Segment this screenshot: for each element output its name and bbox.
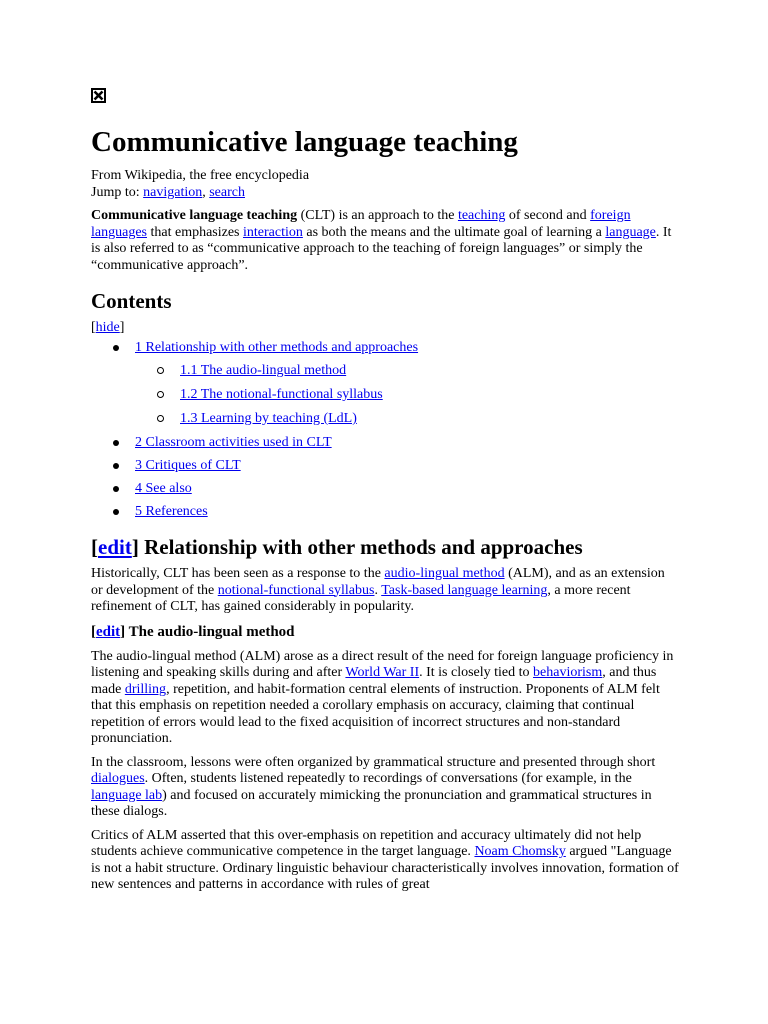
edit-link[interactable]: edit xyxy=(98,535,132,559)
edit-link[interactable]: edit xyxy=(96,623,121,640)
body-text: argued "Language is not a habit structure. Ordinary linguistic behaviour characteristically involves innovation, formation of new sentences and patterns in accordance with rules of great xyxy=(91,844,679,892)
toc-link[interactable]: 5 References xyxy=(135,504,208,519)
toc-link[interactable]: 1.2 The notional-functional syllabus xyxy=(180,387,383,402)
section-title: Relationship with other methods and approaches xyxy=(144,535,583,559)
toc-hide-control xyxy=(91,320,679,336)
drilling-link[interactable]: drilling xyxy=(124,681,167,697)
toc-hide-link[interactable]: hide xyxy=(95,320,120,335)
intro-text: of second and xyxy=(505,208,591,223)
toc-item-4 xyxy=(91,481,679,497)
intro-text: as both the means and the ultimate goal of learning a xyxy=(302,224,606,240)
article-content xyxy=(91,88,679,901)
bracket: ] xyxy=(131,535,145,559)
body-text: , and thus made xyxy=(91,665,657,697)
audio-lingual-paragraph-1 xyxy=(91,649,679,748)
toc-link[interactable]: 1 Relationship with other methods and approaches xyxy=(135,340,419,355)
body-text: (ALM), and as an extension or development of the xyxy=(91,566,665,598)
body-text: . It is closely tied to xyxy=(419,665,534,680)
intro-paragraph xyxy=(91,208,679,274)
contents-heading: Contents xyxy=(91,289,172,313)
audio-lingual-method-link[interactable]: audio-lingual method xyxy=(384,566,505,581)
dialogues-link[interactable]: dialogues xyxy=(91,771,145,786)
intro-text: that emphasizes xyxy=(146,224,244,240)
section-heading-relationship xyxy=(91,534,679,560)
jump-search-link[interactable]: search xyxy=(209,185,245,200)
table-of-contents xyxy=(91,340,679,520)
body-text: . Often, students listened repeatedly to recordings of conversations (for example, in the xyxy=(144,771,632,786)
bracket: [ xyxy=(91,535,98,559)
toc-link[interactable]: 4 See also xyxy=(135,481,192,496)
teaching-link[interactable]: teaching xyxy=(457,208,506,223)
jump-prefix: Jump to: xyxy=(91,185,144,200)
jump-navigation-link[interactable]: navigation xyxy=(143,185,203,200)
language-lab-link[interactable]: language lab xyxy=(91,787,163,803)
intro-text: (CLT) is an approach to the xyxy=(297,208,458,223)
bracket: [ xyxy=(91,320,96,335)
bracket: [ xyxy=(91,623,96,640)
toc-item-5 xyxy=(91,504,679,520)
from-line: From Wikipedia, the free encyclopedia xyxy=(91,168,310,183)
intro-text: . It is also referred to as “communicative approach to the teaching of foreign languages” or simply the “communicative approach”. xyxy=(91,224,672,273)
world-war-ii-link[interactable]: World War II xyxy=(345,665,420,680)
x-mark-icon xyxy=(93,90,104,101)
toc-link[interactable]: 3 Critiques of CLT xyxy=(135,458,241,473)
body-text: In the classroom, lessons were often organized by grammatical structure and presented through short xyxy=(91,754,656,770)
body-text: Historically, CLT has been seen as a response to the xyxy=(91,566,385,581)
page-title: Communicative language teaching xyxy=(91,126,518,158)
audio-lingual-paragraph-3 xyxy=(91,828,679,894)
intro-bold-term: Communicative language teaching xyxy=(91,208,298,223)
bracket: ] xyxy=(119,320,125,335)
relationship-paragraph xyxy=(91,566,679,616)
subsection-title: The audio-lingual method xyxy=(128,623,295,640)
toc-item-1-2 xyxy=(91,387,679,403)
toc-link[interactable]: 1.3 Learning by teaching (LdL) xyxy=(180,411,357,426)
language-link[interactable]: language xyxy=(605,224,656,240)
body-text: , repetition, and habit-formation central elements of instruction. Proponents of ALM felt that this emphasis on repetition needed a corollary emphasis on accuracy, claiming that continual repetition of errors would lead to the fixed acquisition of incorrect structures and non-standard pronunciation. xyxy=(91,681,660,746)
subsection-heading-audio-lingual xyxy=(91,623,679,641)
body-text: The audio-lingual method (ALM) arose as a direct result of the need for foreign language proficiency in listening and speaking skills during and after xyxy=(91,648,674,680)
body-text: , a more recent refinement of CLT, has gained considerably in popularity. xyxy=(91,582,631,614)
toc-link[interactable]: 1.1 The audio-lingual method xyxy=(180,363,347,378)
foreign-languages-link[interactable]: foreign languages xyxy=(91,208,631,240)
body-text: ) and focused on accurately mimicking the pronunciation and grammatical structures in these dialogs. xyxy=(91,787,652,819)
jump-to-line xyxy=(91,184,679,201)
toc-link[interactable]: 2 Classroom activities used in CLT xyxy=(135,435,332,450)
audio-lingual-paragraph-2 xyxy=(91,755,679,821)
bracket: ] xyxy=(120,623,129,640)
body-text: . xyxy=(374,582,382,598)
toc-item-1-3 xyxy=(91,411,679,427)
interaction-link[interactable]: interaction xyxy=(243,224,303,240)
close-icon[interactable] xyxy=(91,88,106,103)
task-based-language-learning-link[interactable]: Task-based language learning xyxy=(381,582,548,598)
notional-functional-syllabus-link[interactable]: notional-functional syllabus xyxy=(217,582,375,598)
body-text: Critics of ALM asserted that this over-emphasis on repetition and accuracy ultimately did not help students achieve communicative competence in the target language. xyxy=(91,827,642,859)
toc-item-3 xyxy=(91,458,679,474)
noam-chomsky-link[interactable]: Noam Chomsky xyxy=(474,844,566,859)
jump-separator: , xyxy=(202,185,210,200)
behaviorism-link[interactable]: behaviorism xyxy=(533,665,603,680)
toc-item-2 xyxy=(91,435,679,451)
toc-item-1-1 xyxy=(91,363,679,379)
toc-item-1 xyxy=(91,340,679,356)
